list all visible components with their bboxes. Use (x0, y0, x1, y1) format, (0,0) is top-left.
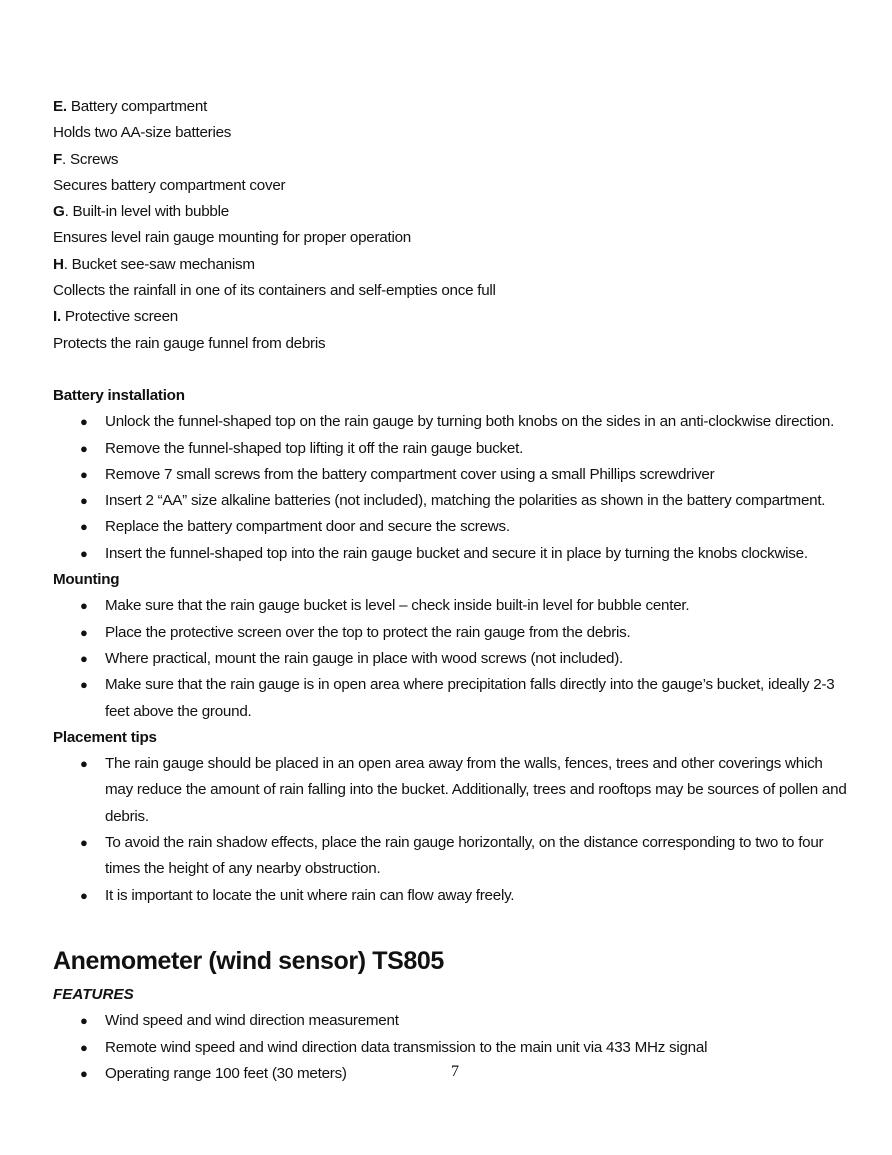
list-item (53, 462, 853, 488)
list-item (53, 830, 853, 883)
list-item (53, 1008, 853, 1034)
bullet-icon: ● (80, 835, 88, 851)
list-item-text: Make sure that the rain gauge is in open area where precipitation falls directly into the gauge’s bucket, ideally 2-3 feet above the ground. (105, 676, 835, 720)
list-item-text: Operating range 100 feet (30 meters) (105, 1064, 347, 1082)
list-item (53, 646, 853, 672)
part-letter: E. (53, 98, 67, 115)
part-name: Protective screen (60, 308, 179, 326)
page-content (53, 94, 853, 1087)
list-item (53, 1035, 853, 1061)
part-description: Holds two AA-size batteries (53, 124, 232, 142)
parts-list (53, 94, 853, 357)
page-number: 7 (451, 1063, 459, 1080)
bullet-icon: ● (80, 414, 88, 430)
list-item (53, 436, 853, 462)
list-item-text: The rain gauge should be placed in an open area away from the walls, fences, trees and other coverings which may reduce the amount of rain falling into the bucket. Additionally, trees and rooftops may be sources of pollen and debris. (105, 755, 847, 825)
list-item-text: Where practical, mount the rain gauge in place with wood screws (not included). (105, 649, 623, 667)
part-description: Ensures level rain gauge mounting for proper operation (53, 229, 411, 247)
list-item-text: Insert the funnel-shaped top into the rain gauge bucket and secure it in place by turning the knobs clockwise. (105, 544, 808, 562)
battery-installation-heading: Battery installation (53, 386, 185, 404)
list-item-text: To avoid the rain shadow effects, place the rain gauge horizontally, on the distance corresponding to two to four times the height of any nearby obstruction. (105, 834, 824, 878)
list-item-text: Remove 7 small screws from the battery compartment cover using a small Phillips screwdriver (105, 465, 715, 483)
list-item-text: It is important to locate the unit where rain can flow away freely. (105, 886, 515, 904)
list-item (53, 672, 853, 725)
part-name: . Built-in level with bubble (64, 203, 229, 221)
bullet-icon: ● (80, 545, 88, 561)
bullet-icon: ● (80, 519, 88, 535)
list-item (53, 514, 853, 540)
part-description: Secures battery compartment cover (53, 176, 286, 194)
part-letter: H (53, 255, 64, 273)
bullet-icon: ● (80, 1065, 88, 1081)
spacer (53, 357, 853, 383)
bullet-icon: ● (80, 887, 88, 903)
bullet-icon: ● (80, 466, 88, 482)
bullet-icon: ● (80, 624, 88, 640)
bullet-icon: ● (80, 440, 88, 456)
part-description: Collects the rainfall in one of its containers and self-empties once full (53, 282, 496, 300)
anemometer-section-title: Anemometer (wind sensor) TS805 (53, 946, 444, 975)
bullet-icon: ● (80, 650, 88, 666)
part-title (53, 304, 853, 330)
part-title (53, 147, 853, 173)
list-item (53, 620, 853, 646)
part-title (53, 199, 853, 225)
list-item-text: Insert 2 “AA” size alkaline batteries (not included), matching the polarities as shown in the battery compartment. (105, 492, 826, 510)
bullet-icon: ● (80, 677, 88, 693)
list-item-text: Make sure that the rain gauge bucket is level – check inside built-in level for bubble center. (105, 597, 690, 615)
part-name: Battery compartment (66, 98, 208, 115)
list-item (53, 883, 853, 909)
list-item (53, 593, 853, 619)
mounting-heading: Mounting (53, 571, 120, 589)
battery-installation-list (53, 409, 853, 567)
part-letter: G (53, 203, 65, 221)
list-item-text: Remote wind speed and wind direction data transmission to the main unit via 433 MHz signal (105, 1038, 708, 1056)
bullet-icon: ● (80, 493, 88, 509)
features-heading: FEATURES (53, 985, 134, 1003)
bullet-icon: ● (80, 1013, 88, 1029)
list-item (53, 488, 853, 514)
list-item-text: Remove the funnel-shaped top lifting it off the rain gauge bucket. (105, 439, 524, 457)
part-title (53, 252, 853, 278)
part-title (53, 94, 853, 120)
part-name: . Bucket see-saw mechanism (63, 255, 255, 273)
list-item (53, 541, 853, 567)
part-name: . Screws (62, 150, 119, 168)
bullet-icon: ● (80, 756, 88, 772)
list-item-text: Replace the battery compartment door and secure the screws. (105, 518, 510, 536)
placement-tips-heading: Placement tips (53, 728, 157, 746)
part-letter: F (53, 150, 63, 168)
bullet-icon: ● (80, 1039, 88, 1055)
list-item-text: Place the protective screen over the top to protect the rain gauge from the debris. (105, 623, 631, 641)
mounting-list (53, 593, 853, 724)
part-letter: I. (53, 308, 61, 326)
list-item (53, 409, 853, 435)
list-item (53, 751, 853, 830)
bullet-icon: ● (80, 598, 88, 614)
list-item-text: Unlock the funnel-shaped top on the rain gauge by turning both knobs on the sides in an anti-clockwise direction. (105, 413, 835, 431)
part-description: Protects the rain gauge funnel from debris (53, 334, 326, 352)
list-item-text: Wind speed and wind direction measurement (105, 1012, 399, 1030)
placement-tips-list (53, 751, 853, 909)
